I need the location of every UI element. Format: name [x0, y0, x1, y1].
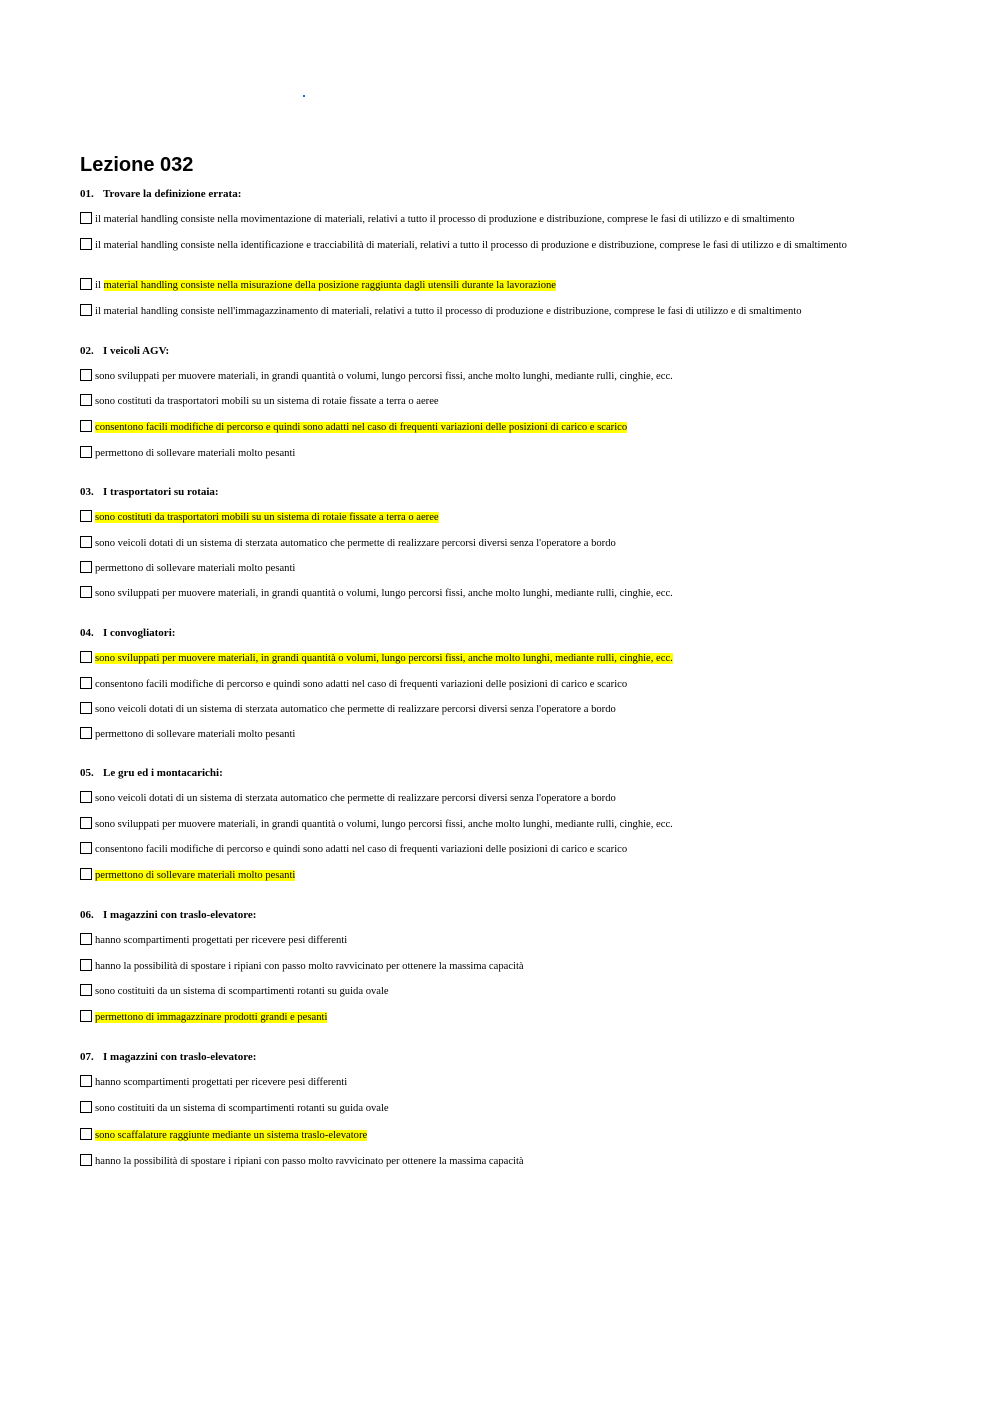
checkbox-icon[interactable]	[80, 791, 92, 803]
checkbox-icon[interactable]	[80, 304, 92, 316]
answer-option	[80, 817, 895, 832]
answer-option	[80, 278, 895, 293]
option-text-highlighted: material handling consiste nella misurazione della posizione raggiunta dagli utensili durante la lavorazione	[103, 280, 556, 291]
option-text: sono veicoli dotati di un sistema di sterzata automatico che permette di realizzare percorsi diversi senza l'operatore a bordo	[95, 704, 616, 715]
answer-option	[80, 1101, 895, 1116]
option-text: il material handling consiste nella movimentazione di materiali, relativi a tutto il processo di produzione e distribuzione, comprese le fasi di utilizzo e di smaltimento	[95, 214, 795, 225]
option-text-highlighted: consentono facili modifiche di percorso e quindi sono adatti nel caso di frequenti variazioni delle posizioni di carico e scarico	[95, 422, 628, 433]
option-text: sono costituti da trasportatori mobili su un sistema di rotaie fissate a terra o aeree	[95, 396, 439, 407]
answer-option	[80, 394, 895, 409]
checkbox-icon[interactable]	[80, 651, 92, 663]
checkbox-icon[interactable]	[80, 420, 92, 432]
checkbox-icon[interactable]	[80, 1128, 92, 1140]
answer-option	[80, 304, 895, 319]
option-text: permettono di sollevare materiali molto pesanti	[95, 448, 296, 459]
option-prefix: il	[95, 280, 104, 291]
option-text: permettono di sollevare materiali molto pesanti	[95, 563, 296, 574]
checkbox-icon[interactable]	[80, 702, 92, 714]
answer-option	[80, 1075, 895, 1090]
answer-option	[80, 420, 895, 435]
answer-option	[80, 984, 895, 999]
option-text: hanno la possibilità di spostare i ripiani con passo molto ravvicinato per ottenere la massima capacità	[95, 961, 524, 972]
option-text: consentono facili modifiche di percorso e quindi sono adatti nel caso di frequenti variazioni delle posizioni di carico e scarico	[95, 844, 628, 855]
question-text: I trasportatori su rotaia:	[103, 486, 219, 498]
question-title	[80, 909, 256, 921]
checkbox-icon[interactable]	[80, 677, 92, 689]
question-text: I magazzini con traslo-elevatore:	[103, 909, 257, 921]
answer-option	[80, 369, 895, 384]
option-text: hanno scompartimenti progettati per ricevere pesi differenti	[95, 935, 348, 946]
option-text: consentono facili modifiche di percorso e quindi sono adatti nel caso di frequenti variazioni delle posizioni di carico e scarico	[95, 679, 628, 690]
answer-option	[80, 702, 895, 717]
option-text: sono veicoli dotati di un sistema di sterzata automatico che permette di realizzare percorsi diversi senza l'operatore a bordo	[95, 538, 616, 549]
question-number: 01.	[80, 188, 94, 200]
checkbox-icon[interactable]	[80, 933, 92, 945]
option-text-highlighted: sono sviluppati per muovere materiali, in grandi quantità o volumi, lungo percorsi fissi, anche molto lunghi, mediante rulli, cinghie, ecc.	[95, 653, 673, 664]
question-number: 07.	[80, 1051, 94, 1063]
question-title	[80, 345, 169, 357]
answer-option	[80, 868, 895, 883]
checkbox-icon[interactable]	[80, 984, 92, 996]
checkbox-icon[interactable]	[80, 959, 92, 971]
option-text-highlighted: permettono di sollevare materiali molto pesanti	[95, 870, 296, 881]
answer-option	[80, 677, 895, 692]
answer-option	[80, 510, 895, 525]
option-text-highlighted: sono scaffalature raggiunte mediante un sistema traslo-elevatore	[95, 1130, 368, 1141]
option-text: sono sviluppati per muovere materiali, in grandi quantità o volumi, lungo percorsi fissi, anche molto lunghi, mediante rulli, cinghie, ecc.	[95, 588, 673, 599]
question-title	[80, 767, 223, 779]
question-title	[80, 188, 241, 200]
question-number: 06.	[80, 909, 94, 921]
option-text: sono costituiti da un sistema di scompartimenti rotanti su guida ovale	[95, 1103, 389, 1114]
checkbox-icon[interactable]	[80, 394, 92, 406]
checkbox-icon[interactable]	[80, 446, 92, 458]
page-title: Lezione 032	[80, 154, 194, 176]
checkbox-icon[interactable]	[80, 212, 92, 224]
dot-mark	[303, 95, 305, 97]
question-number: 02.	[80, 345, 94, 357]
option-text-highlighted: sono costituti da trasportatori mobili su un sistema di rotaie fissate a terra o aeree	[95, 512, 439, 523]
question-text: Le gru ed i montacarichi:	[103, 767, 223, 779]
checkbox-icon[interactable]	[80, 842, 92, 854]
answer-option	[80, 1154, 895, 1169]
answer-option	[80, 561, 895, 576]
answer-option	[80, 1010, 895, 1025]
option-text: sono costituiti da un sistema di scompartimenti rotanti su guida ovale	[95, 986, 389, 997]
checkbox-icon[interactable]	[80, 278, 92, 290]
answer-option	[80, 651, 895, 666]
option-text: il material handling consiste nella identificazione e tracciabilità di materiali, relativi a tutto il processo di produzione e distribuzione, comprese le fasi di utilizzo e di smaltimento	[95, 240, 847, 251]
checkbox-icon[interactable]	[80, 238, 92, 250]
checkbox-icon[interactable]	[80, 727, 92, 739]
answer-option	[80, 586, 895, 601]
answer-option	[80, 842, 895, 857]
question-text: I convogliatori:	[103, 627, 176, 639]
question-number: 05.	[80, 767, 94, 779]
answer-option	[80, 791, 895, 806]
checkbox-icon[interactable]	[80, 1101, 92, 1113]
checkbox-icon[interactable]	[80, 1075, 92, 1087]
answer-option	[80, 727, 895, 742]
option-text: il material handling consiste nell'immagazzinamento di materiali, relativi a tutto il processo di produzione e distribuzione, comprese le fasi di utilizzo e di smaltimento	[95, 306, 802, 317]
question-text: I magazzini con traslo-elevatore:	[103, 1051, 257, 1063]
question-text: Trovare la definizione errata:	[103, 188, 242, 200]
option-text: sono sviluppati per muovere materiali, in grandi quantità o volumi, lungo percorsi fissi, anche molto lunghi, mediante rulli, cinghie, ecc.	[95, 819, 673, 830]
question-title	[80, 627, 175, 639]
question-number: 03.	[80, 486, 94, 498]
checkbox-icon[interactable]	[80, 510, 92, 522]
checkbox-icon[interactable]	[80, 1154, 92, 1166]
option-text: permettono di sollevare materiali molto pesanti	[95, 729, 296, 740]
checkbox-icon[interactable]	[80, 586, 92, 598]
option-text: sono sviluppati per muovere materiali, in grandi quantità o volumi, lungo percorsi fissi, anche molto lunghi, mediante rulli, cinghie, ecc.	[95, 371, 673, 382]
checkbox-icon[interactable]	[80, 561, 92, 573]
option-text-highlighted: permettono di immagazzinare prodotti grandi e pesanti	[95, 1012, 328, 1023]
answer-option	[80, 959, 895, 974]
option-text: sono veicoli dotati di un sistema di sterzata automatico che permette di realizzare percorsi diversi senza l'operatore a bordo	[95, 793, 616, 804]
answer-option	[80, 212, 895, 227]
option-text: hanno scompartimenti progettati per ricevere pesi differenti	[95, 1077, 348, 1088]
checkbox-icon[interactable]	[80, 868, 92, 880]
question-number: 04.	[80, 627, 94, 639]
question-title	[80, 486, 219, 498]
answer-option	[80, 1128, 895, 1143]
question-title	[80, 1051, 256, 1063]
question-text: I veicoli AGV:	[103, 345, 170, 357]
option-text: hanno la possibilità di spostare i ripiani con passo molto ravvicinato per ottenere la massima capacità	[95, 1156, 524, 1167]
checkbox-icon[interactable]	[80, 536, 92, 548]
answer-option	[80, 933, 895, 948]
answer-option	[80, 238, 895, 253]
checkbox-icon[interactable]	[80, 369, 92, 381]
answer-option	[80, 446, 895, 461]
checkbox-icon[interactable]	[80, 1010, 92, 1022]
answer-option	[80, 536, 895, 551]
checkbox-icon[interactable]	[80, 817, 92, 829]
